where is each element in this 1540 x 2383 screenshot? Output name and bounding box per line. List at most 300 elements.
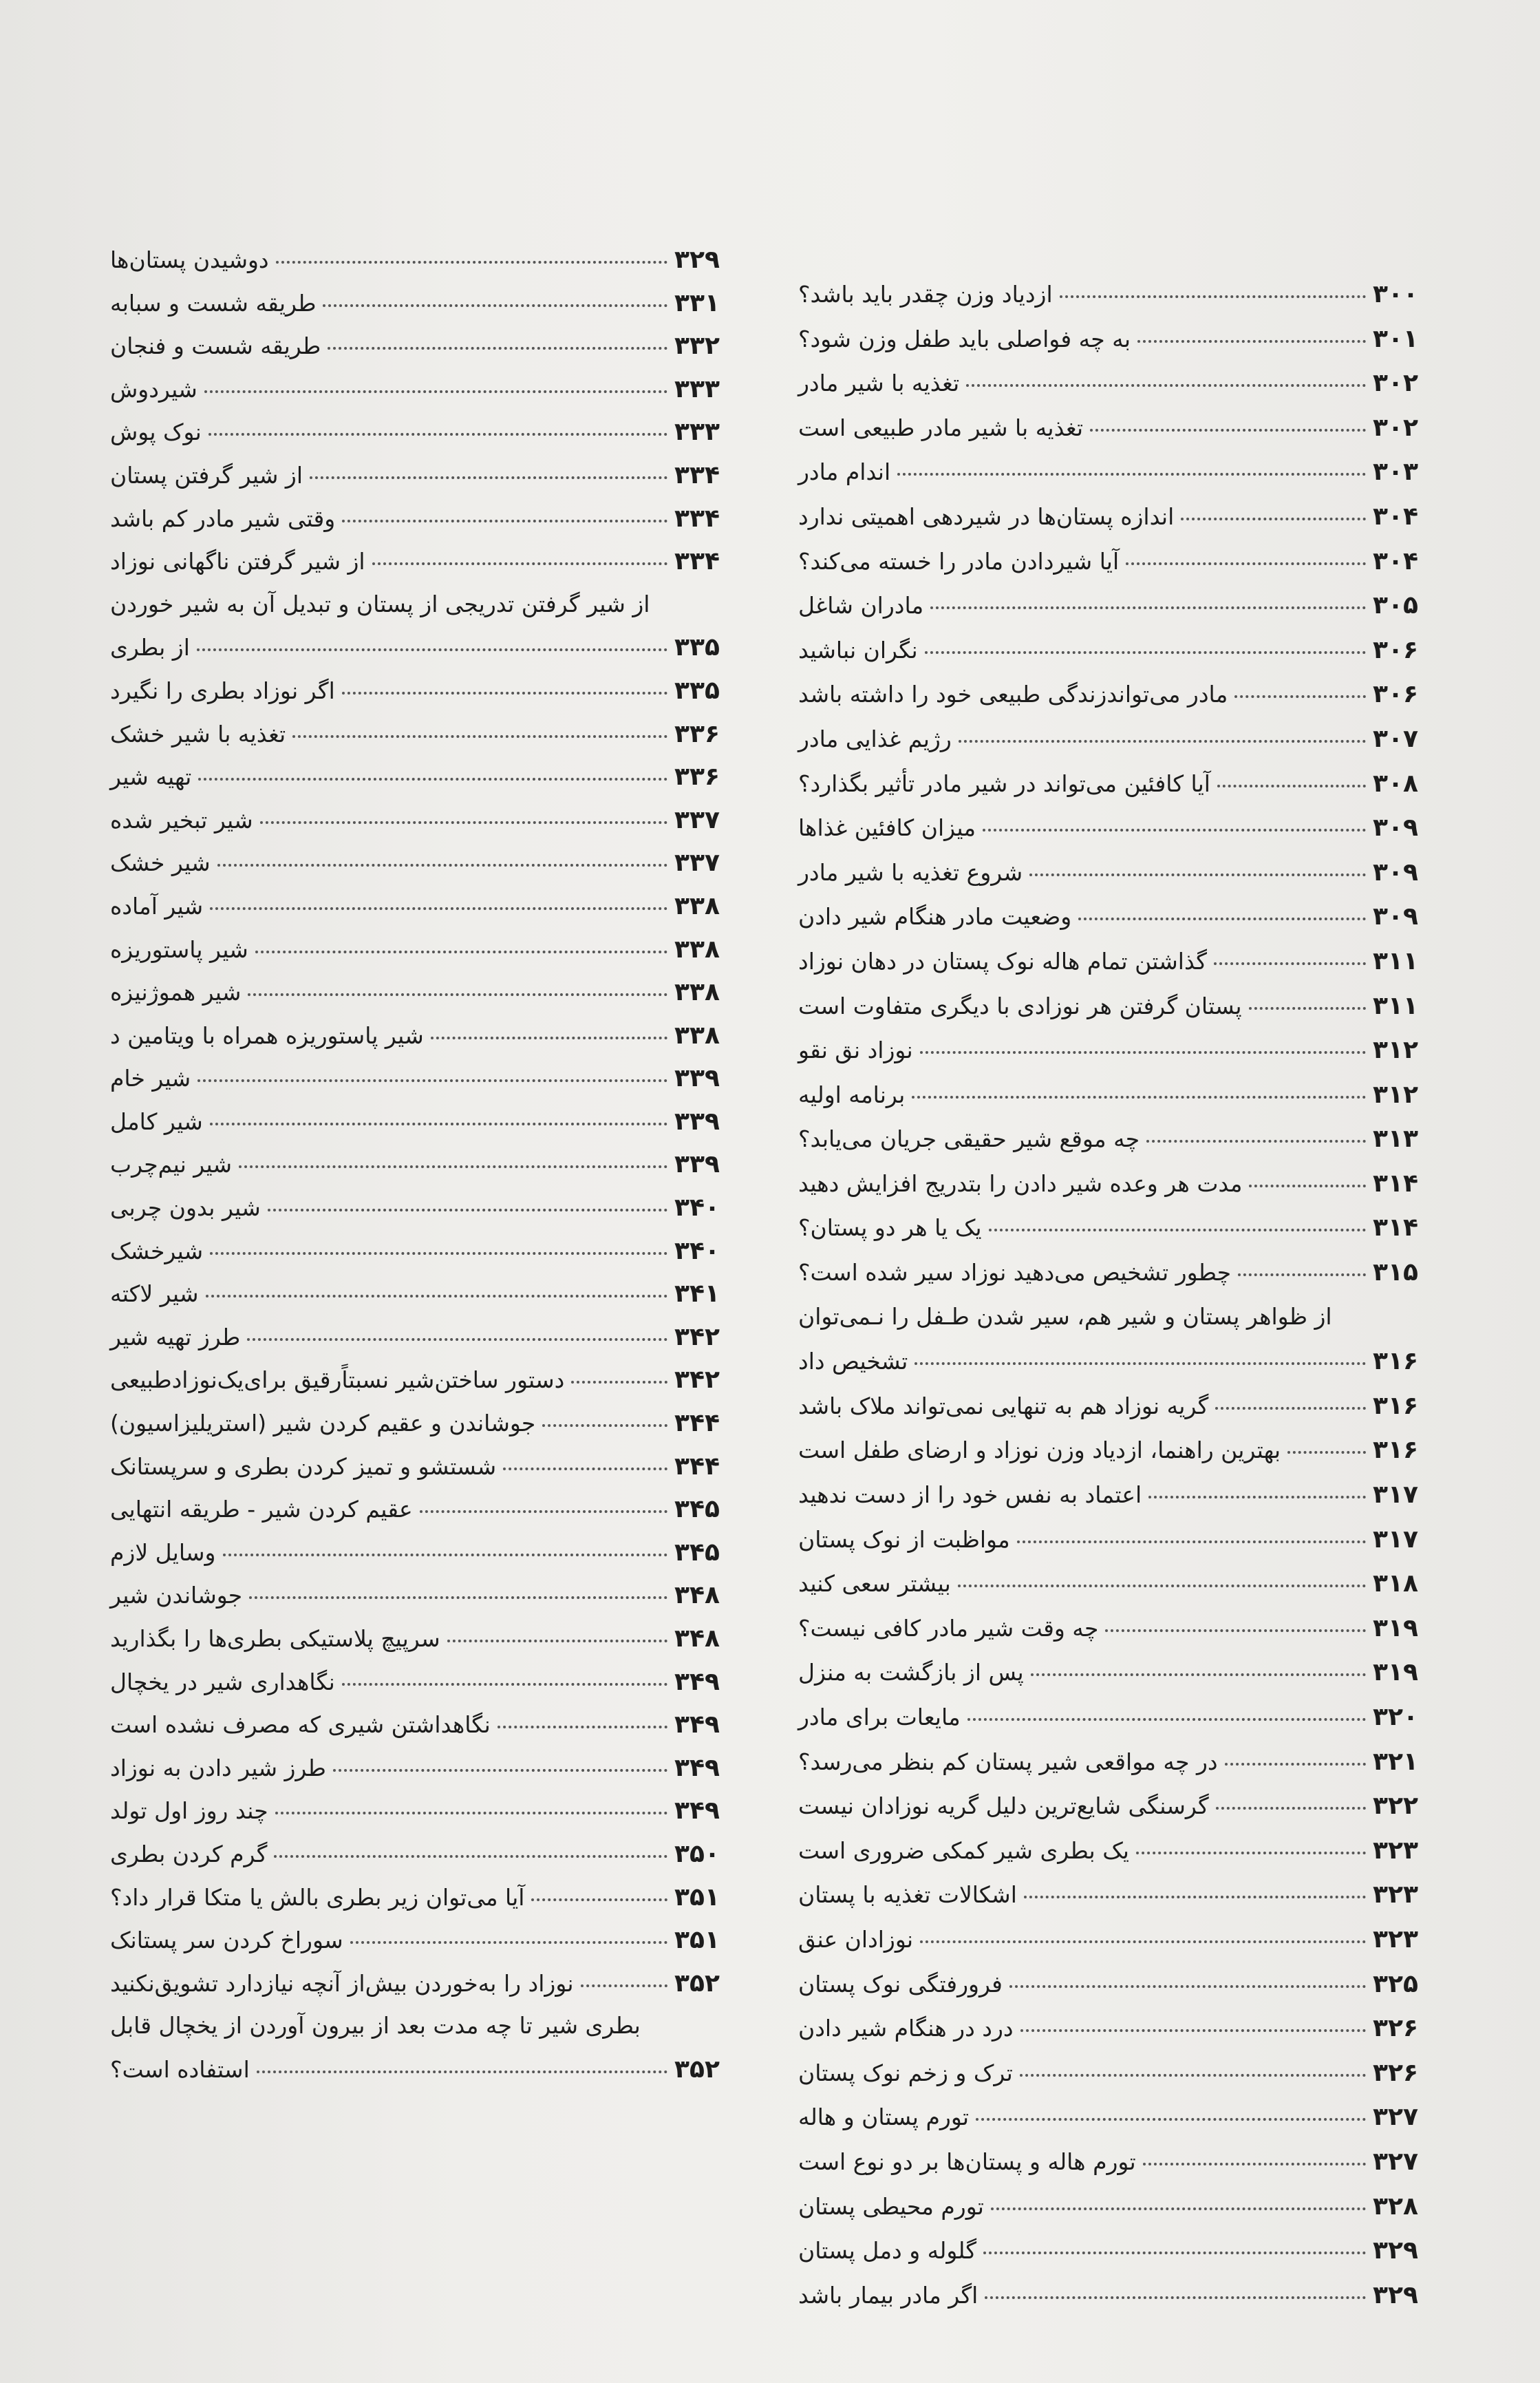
toc-entry: [110, 635, 764, 679]
dot-leader: [260, 821, 667, 824]
toc-entry: [110, 1885, 764, 1929]
toc-entry: [798, 1169, 1462, 1216]
toc-entry-page-number: ۳۴۲: [674, 1366, 720, 1395]
toc-entry: [110, 1667, 764, 1713]
dot-leader: [966, 384, 1366, 387]
toc-entry-page-number: ۳۵۲: [674, 1969, 720, 1998]
toc-entry: [110, 1454, 764, 1498]
toc-entry: [110, 460, 764, 507]
toc-entry-page-number: ۳۳۹: [674, 1107, 720, 1136]
toc-entry-page-number: ۳۱۲: [1373, 1080, 1418, 1109]
toc-entry-page-number: ۳۲۸: [1373, 2192, 1418, 2221]
toc-entry-title: شیر پاستوریزه همراه با ویتامین د: [110, 1021, 424, 1049]
dot-leader: [197, 1079, 667, 1082]
dot-leader: [257, 2070, 667, 2073]
toc-entry-title: شیر خشک: [110, 849, 211, 877]
dot-leader: [1020, 2029, 1366, 2032]
toc-entry-title: شیر پاستوریزه: [110, 935, 248, 963]
toc-entry-page-number: ۳۴۹: [674, 1667, 720, 1696]
toc-entry-page-number: ۳۴۹: [674, 1711, 720, 1739]
dot-leader: [197, 648, 667, 651]
dot-leader: [967, 1718, 1366, 1721]
dot-leader: [1078, 918, 1366, 920]
dot-leader: [498, 1726, 667, 1728]
toc-entry-title: شیرخشک: [110, 1237, 204, 1264]
toc-entry-title: شیر خام: [110, 1065, 191, 1092]
dot-leader: [1137, 340, 1366, 343]
dot-leader: [991, 2207, 1366, 2210]
toc-entry-page-number: ۳۲۳: [1373, 1925, 1418, 1953]
toc-entry-title: گلوله و دمل پستان: [798, 2237, 977, 2265]
dot-leader: [1136, 1852, 1366, 1854]
dot-leader: [223, 1554, 668, 1556]
toc-entry-title: اندازه پستان‌ها در شیردهی اهمیتی ندارد: [798, 502, 1175, 530]
toc-entry-title: آیا کافئین می‌تواند در شیر مادر تأثیر بگذارد؟: [798, 770, 1210, 797]
toc-entry-title: شستشو و تمیز کردن بطری و سرپستانک: [110, 1452, 497, 1480]
toc-entry-title: تغذیه با شیر خشک: [110, 720, 286, 748]
toc-entry-page-number: ۳۱۱: [1373, 946, 1418, 975]
toc-entry-title: ازدیاد وزن چقدر باید باشد؟: [798, 281, 1053, 308]
toc-entry-title: تورم هاله و پستان‌ها بر دو نوع است: [798, 2148, 1136, 2175]
toc-entry-title: استفاده است؟: [110, 2055, 250, 2083]
toc-entry-page-number: ۳۳۵: [674, 676, 720, 705]
toc-entry-page-number: ۳۵۰: [674, 1839, 720, 1868]
toc-entry: [798, 1216, 1462, 1260]
toc-entry-page-number: ۳۲۷: [1373, 2147, 1418, 2176]
toc-entry: [110, 1411, 764, 1454]
toc-entry: [110, 1753, 764, 1799]
dot-leader: [255, 951, 667, 953]
toc-entry-page-number: ۳۱۷: [1373, 1525, 1418, 1554]
toc-entry: [110, 1236, 764, 1282]
dot-leader: [1214, 962, 1366, 965]
toc-entry-page-number: ۳۵۱: [674, 1926, 720, 1955]
toc-entry: [798, 1747, 1462, 1794]
toc-entry-page-number: ۳۳۵: [674, 633, 720, 662]
toc-entry: [798, 2194, 1462, 2239]
toc-entry-title: چه وقت شیر مادر کافی نیست؟: [798, 1614, 1099, 1642]
toc-entry-page-number: ۳۰۲: [1373, 413, 1418, 442]
toc-entry: [798, 2016, 1462, 2061]
toc-entry-page-number: ۳۰۴: [1373, 547, 1418, 575]
dot-leader: [985, 2296, 1366, 2299]
toc-entry: [798, 1260, 1462, 1305]
toc-entry: [798, 682, 1462, 727]
toc-entry: [798, 413, 1462, 460]
toc-entry-page-number: ۳۰۱: [1373, 324, 1418, 353]
toc-entry-page-number: ۳۳۱: [674, 288, 720, 317]
toc-entry-title: طرز شیر دادن به نوزاد: [110, 1754, 326, 1781]
toc-entry-title: شیر تبخیر شده: [110, 806, 253, 834]
toc-entry-title: درد در هنگام شیر دادن: [798, 2015, 1014, 2042]
toc-entry-title: پس از بازگشت به منزل: [798, 1659, 1024, 1686]
toc-entry: [110, 851, 764, 894]
dot-leader: [1090, 429, 1366, 432]
dot-leader: [204, 390, 667, 393]
dot-leader: [976, 2118, 1366, 2121]
toc-entry-page-number: ۳۱۶: [1373, 1391, 1418, 1420]
toc-entry-title: شیر هموژنیزه: [110, 979, 242, 1006]
toc-entry-title: مادران شاغل: [798, 592, 924, 619]
toc-entry: [110, 374, 764, 421]
toc-entry: [798, 324, 1462, 372]
toc-entry: [110, 288, 764, 335]
toc-entry: [110, 1282, 764, 1325]
toc-entry: [110, 1368, 764, 1411]
toc-entry-page-number: ۳۱۹: [1373, 1613, 1418, 1642]
toc-entry-page-number: ۳۳۷: [674, 849, 720, 878]
toc-entry: [798, 460, 1462, 505]
dot-leader: [925, 651, 1366, 654]
toc-entry-title: گرسنگی شایع‌ترین دلیل گریه نوزادان نیست: [798, 1792, 1209, 1820]
toc-entry-page-number: ۳۰۹: [1373, 814, 1418, 843]
toc-column-left: [110, 248, 764, 2101]
dot-leader: [1143, 2163, 1366, 2165]
toc-entry: [798, 2280, 1462, 2328]
toc-entry: [110, 1583, 764, 1627]
dot-leader: [581, 1984, 667, 1987]
toc-entry-title: گرم کردن بطری: [110, 1840, 268, 1867]
toc-entry: [110, 248, 764, 291]
toc-entry-page-number: ۳۳۶: [674, 763, 720, 792]
toc-entry-title: از بطری: [110, 634, 190, 661]
dot-leader: [217, 864, 667, 867]
toc-entry-title: نگران نباشید: [798, 636, 918, 664]
toc-entry: [798, 1438, 1462, 1483]
toc-entry-title: یک بطری شیر کمکی ضروری است: [798, 1836, 1129, 1864]
toc-entry-page-number: ۳۲۷: [1373, 2103, 1418, 2132]
dot-leader: [206, 1295, 668, 1298]
toc-entry-title: شروع تغذیه با شیر مادر: [798, 858, 1023, 886]
toc-entry-page-number: ۳۱۸: [1373, 1569, 1418, 1598]
toc-entry-page-number: ۳۳۶: [674, 719, 720, 748]
dot-leader: [958, 1585, 1366, 1587]
toc-entry-title: دستور ساختن‌شیر نسبتاًرقیق برای‌یک‌نوزادطبیعی: [110, 1366, 565, 1394]
dot-leader: [210, 1252, 667, 1255]
dot-leader: [247, 1338, 667, 1341]
toc-entry: [110, 891, 764, 938]
toc-entry: [110, 2014, 764, 2057]
toc-entry-page-number: ۳۴۵: [674, 1495, 720, 1524]
toc-entry-page-number: ۳۱۴: [1373, 1169, 1418, 1198]
dot-leader: [920, 1940, 1366, 1943]
dot-leader: [447, 1640, 667, 1642]
toc-entry-title: نوزاد نق نقو: [798, 1037, 913, 1064]
dot-leader: [274, 1855, 667, 1858]
toc-entry-page-number: ۳۲۶: [1373, 2058, 1418, 2087]
dot-leader: [1024, 1896, 1366, 1898]
dot-leader: [915, 1362, 1366, 1365]
toc-entry: [798, 1660, 1462, 1705]
toc-entry: [798, 1080, 1462, 1127]
toc-entry: [110, 1624, 764, 1670]
toc-entry-page-number: ۳۲۱: [1373, 1747, 1418, 1776]
toc-entry: [798, 2147, 1462, 2194]
toc-entry-page-number: ۳۱۷: [1373, 1481, 1418, 1510]
dot-leader: [328, 347, 667, 350]
toc-entry: [798, 549, 1462, 594]
toc-entry-title: اگر مادر بیمار باشد: [798, 2281, 978, 2309]
toc-entry-title: اندام مادر: [798, 458, 891, 486]
dot-leader: [1029, 873, 1366, 876]
toc-entry-page-number: ۳۱۳: [1373, 1125, 1418, 1154]
dot-leader: [350, 1941, 667, 1944]
toc-entry-page-number: ۳۳۳: [674, 374, 720, 403]
toc-entry-title: طریقه شست و فنجان: [110, 332, 321, 360]
toc-entry: [110, 1713, 764, 1756]
toc-entry: [798, 860, 1462, 905]
dot-leader: [275, 1812, 667, 1814]
dot-leader: [531, 1898, 667, 1901]
toc-entry-title: نوزاد را به‌خوردن بیش‌از آنچه نیازدارد تشویق‌نکنید: [110, 1969, 574, 1997]
toc-entry: [798, 1302, 1462, 1350]
toc-entry-title: اعتماد به نفس خود را از دست ندهید: [798, 1481, 1142, 1509]
toc-entry-title: مایعات برای مادر: [798, 1704, 961, 1730]
toc-entry: [798, 1613, 1462, 1661]
toc-entry-page-number: ۳۴۸: [674, 1624, 720, 1653]
toc-entry: [798, 282, 1462, 327]
toc-column-right: [798, 282, 1462, 2327]
toc-entry-title: طرز تهیه شیر: [110, 1323, 241, 1351]
dot-leader: [372, 562, 667, 565]
toc-entry: [798, 1969, 1462, 2017]
toc-entry-page-number: ۳۰۹: [1373, 858, 1418, 887]
toc-entry: [798, 816, 1462, 860]
toc-entry-title: بطری شیر تا چه مدت بعد از بیرون آوردن از یخچال قابل: [110, 2012, 641, 2040]
dot-leader: [198, 778, 667, 781]
toc-entry: [110, 1497, 764, 1540]
toc-entry: [110, 420, 764, 463]
dot-leader: [912, 1096, 1366, 1099]
toc-entry: [110, 935, 764, 981]
toc-entry: [110, 1196, 764, 1239]
toc-entry-page-number: ۳۳۸: [674, 935, 720, 964]
dot-leader: [1105, 1629, 1366, 1632]
toc-entry-title: گریه نوزاد هم به تنهایی نمی‌تواند ملاک باشد: [798, 1392, 1209, 1419]
toc-entry-title: چه موقع شیر حقیقی جریان می‌یابد؟: [798, 1125, 1140, 1153]
dot-leader: [342, 520, 667, 522]
dot-leader: [1060, 295, 1366, 298]
toc-entry: [798, 1927, 1462, 1972]
toc-entry: [798, 2238, 1462, 2283]
toc-entry-page-number: ۳۰۸: [1373, 769, 1418, 798]
dot-leader: [897, 473, 1366, 476]
dot-leader: [292, 735, 667, 738]
toc-entry-page-number: ۳۳۹: [674, 1150, 720, 1179]
dot-leader: [1020, 2074, 1366, 2077]
toc-entry-page-number: ۳۴۵: [674, 1538, 720, 1567]
toc-entry: [798, 371, 1462, 416]
toc-entry-title: سرپیچ پلاستیکی بطری‌ها را بگذارید: [110, 1625, 440, 1652]
toc-entry-page-number: ۳۳۴: [674, 460, 720, 489]
toc-entry-page-number: ۳۴۹: [674, 1797, 720, 1825]
toc-entry-page-number: ۳۳۳: [674, 418, 720, 447]
toc-entry: [110, 334, 764, 377]
toc-entry: [798, 1038, 1462, 1083]
dot-leader: [1017, 1540, 1366, 1543]
toc-entry-page-number: ۳۰۴: [1373, 502, 1418, 531]
dot-leader: [1215, 1407, 1366, 1410]
dot-leader: [276, 261, 667, 264]
toc-entry-page-number: ۳۳۸: [674, 1021, 720, 1050]
toc-entry-title: از شیر گرفتن ناگهانی نوزاد: [110, 548, 365, 575]
toc-entry-title: طریقه شست و سبابه: [110, 289, 317, 317]
toc-entry: [798, 1349, 1462, 1394]
toc-entry-page-number: ۳۲۳: [1373, 1836, 1418, 1865]
toc-entry: [110, 590, 764, 636]
toc-entry-page-number: ۳۴۸: [674, 1581, 720, 1610]
dot-leader: [342, 1683, 667, 1686]
dot-leader: [268, 1209, 667, 1211]
toc-entry: [110, 805, 764, 851]
toc-entry-title: چطور تشخیص می‌دهید نوزاد سیر شده است؟: [798, 1259, 1232, 1286]
toc-entry: [798, 593, 1462, 638]
toc-entry-page-number: ۳۴۴: [674, 1409, 720, 1438]
toc-entry-page-number: ۳۰۶: [1373, 680, 1418, 709]
dot-leader: [1238, 1273, 1366, 1276]
toc-entry-page-number: ۳۳۲: [674, 332, 720, 361]
toc-entry-title: مدت هر وعده شیر دادن را بتدریج افزایش دهید: [798, 1169, 1243, 1197]
dot-leader: [983, 2252, 1366, 2254]
toc-entry-title: نوک پوش: [110, 419, 202, 446]
toc-entry-title: مواظبت از نوک پستان: [798, 1525, 1010, 1553]
toc-entry-page-number: ۳۰۳: [1373, 458, 1418, 487]
toc-entry: [798, 1794, 1462, 1839]
toc-entry-page-number: ۳۲۰: [1373, 1703, 1418, 1731]
toc-entry: [798, 502, 1462, 549]
toc-entry: [798, 1527, 1462, 1572]
dot-leader: [1148, 1496, 1366, 1498]
toc-entry-page-number: ۳۱۴: [1373, 1214, 1418, 1242]
toc-entry: [110, 1928, 764, 1971]
toc-entry-page-number: ۳۲۳: [1373, 1881, 1418, 1909]
toc-entry-title: جوشاندن شیر: [110, 1582, 243, 1609]
toc-entry-title: فرورفتگی نوک پستان: [798, 1970, 1003, 1998]
dot-leader: [249, 1596, 667, 1599]
toc-entry-page-number: ۳۳۹: [674, 1064, 720, 1093]
toc-entry: [110, 1322, 764, 1368]
dot-leader: [431, 1037, 667, 1039]
toc-entry: [110, 504, 764, 550]
toc-entry: [110, 980, 764, 1024]
toc-entry: [110, 1066, 764, 1110]
toc-entry-title: تشخیص داد: [798, 1348, 908, 1375]
toc-entry-title: مادر می‌تواندزندگی طبیعی خود را داشته باشد: [798, 681, 1228, 708]
toc-entry-page-number: ۳۰۲: [1373, 369, 1418, 398]
toc-entry-page-number: ۳۴۹: [674, 1753, 720, 1782]
dot-leader: [208, 433, 667, 436]
toc-entry-title: شیردوش: [110, 375, 197, 403]
toc-entry: [110, 2057, 764, 2101]
dot-leader: [1181, 518, 1366, 520]
toc-entry-page-number: ۳۲۲: [1373, 1792, 1418, 1821]
toc-entry: [798, 2058, 1462, 2106]
toc-entry-title: رژیم غذایی مادر: [798, 725, 952, 752]
toc-entry-title: عقیم کردن شیر - طریقه انتهایی: [110, 1496, 413, 1523]
toc-entry-page-number: ۳۴۲: [674, 1322, 720, 1351]
toc-entry-page-number: ۳۴۰: [674, 1194, 720, 1222]
toc-entry: [798, 991, 1462, 1039]
dot-leader: [1249, 1007, 1366, 1010]
toc-entry-page-number: ۳۲۹: [1373, 2236, 1418, 2265]
dot-leader: [248, 993, 667, 996]
toc-entry-title: شیر لاکته: [110, 1280, 199, 1308]
toc-entry-title: تورم پستان و هاله: [798, 2104, 970, 2131]
toc-entry-title: تغذیه با شیر مادر: [798, 370, 960, 397]
dot-leader: [210, 1123, 667, 1125]
toc-entry-title: نوزادان عنق: [798, 1925, 914, 1953]
toc-entry-title: نگاهداری شیر در یخچال: [110, 1668, 335, 1695]
toc-entry-title: برنامه اولیه: [798, 1081, 906, 1108]
toc-entry-title: دوشیدن پستان‌ها: [110, 246, 269, 273]
dot-leader: [310, 476, 667, 479]
toc-entry-title: شیر کامل: [110, 1108, 203, 1135]
toc-entry-title: سوراخ کردن سر پستانک: [110, 1927, 343, 1954]
dot-leader: [983, 829, 1366, 832]
toc-entry-page-number: ۳۰۶: [1373, 635, 1418, 664]
toc-entry-page-number: ۳۳۷: [674, 805, 720, 834]
toc-entry-page-number: ۳۴۴: [674, 1452, 720, 1481]
toc-entry-page-number: ۳۱۶: [1373, 1347, 1418, 1376]
toc-entry: [110, 1540, 764, 1584]
dot-leader: [323, 304, 667, 307]
dot-leader: [210, 907, 667, 910]
toc-entry-title: از شیر گرفتن تدریجی از پستان و تبدیل آن به شیر خوردن: [110, 590, 650, 617]
dot-leader: [1031, 1673, 1366, 1676]
dot-leader: [930, 606, 1366, 609]
toc-entry: [110, 1021, 764, 1067]
dot-leader: [1126, 562, 1366, 565]
toc-entry: [798, 1391, 1462, 1439]
dot-leader: [920, 1051, 1366, 1054]
toc-entry-title: تورم محیطی پستان: [798, 2192, 984, 2220]
toc-entry-page-number: ۳۲۹: [1373, 2280, 1418, 2309]
toc-entry-page-number: ۳۰۰: [1373, 280, 1418, 308]
dot-leader: [1234, 695, 1366, 698]
toc-entry-page-number: ۳۴۱: [674, 1280, 720, 1309]
toc-entry-title: در چه مواقعی شیر پستان کم بنظر می‌رسد؟: [798, 1748, 1218, 1775]
toc-entry-page-number: ۳۳۸: [674, 978, 720, 1007]
toc-entry: [110, 1152, 764, 1196]
toc-entry-title: از ظواهر پستان و شیر هم، سیر شدن طـفل را نـمی‌توان: [798, 1302, 1332, 1330]
toc-entry-page-number: ۳۱۶: [1373, 1436, 1418, 1465]
toc-entry-page-number: ۳۲۹: [674, 246, 720, 274]
toc-entry-page-number: ۳۰۹: [1373, 902, 1418, 931]
toc-entry: [110, 719, 764, 765]
toc-entry: [798, 1883, 1462, 1927]
toc-entry-title: جوشاندن و عقیم کردن شیر (استریلیزاسیون): [110, 1410, 536, 1437]
dot-leader: [1009, 1985, 1366, 1988]
toc-entry: [110, 1107, 764, 1153]
toc-entry-title: بهترین راهنما، ازدیاد وزن نوزاد و ارضای طفل است: [798, 1437, 1281, 1464]
toc-entry-title: تهیه شیر: [110, 763, 192, 791]
toc-entry-title: بیشتر سعی کنید: [798, 1570, 951, 1598]
toc-entry-title: به چه فواصلی باید طفل وزن شود؟: [798, 325, 1131, 352]
toc-entry-page-number: ۳۳۸: [674, 891, 720, 920]
dot-leader: [989, 1229, 1366, 1231]
toc-entry: [110, 676, 764, 722]
toc-entry-title: نگاهداشتن شیری که مصرف نشده است: [110, 1711, 491, 1739]
dot-leader: [503, 1468, 667, 1470]
dot-leader: [342, 692, 667, 695]
toc-entry-page-number: ۳۰۷: [1373, 724, 1418, 753]
toc-entry: [798, 904, 1462, 949]
toc-entry-page-number: ۳۳۴: [674, 547, 720, 576]
toc-entry-title: شیر آماده: [110, 892, 204, 920]
toc-entry: [798, 946, 1462, 994]
toc-entry: [798, 724, 1462, 772]
toc-entry-title: وضعیت مادر هنگام شیر دادن: [798, 903, 1072, 931]
